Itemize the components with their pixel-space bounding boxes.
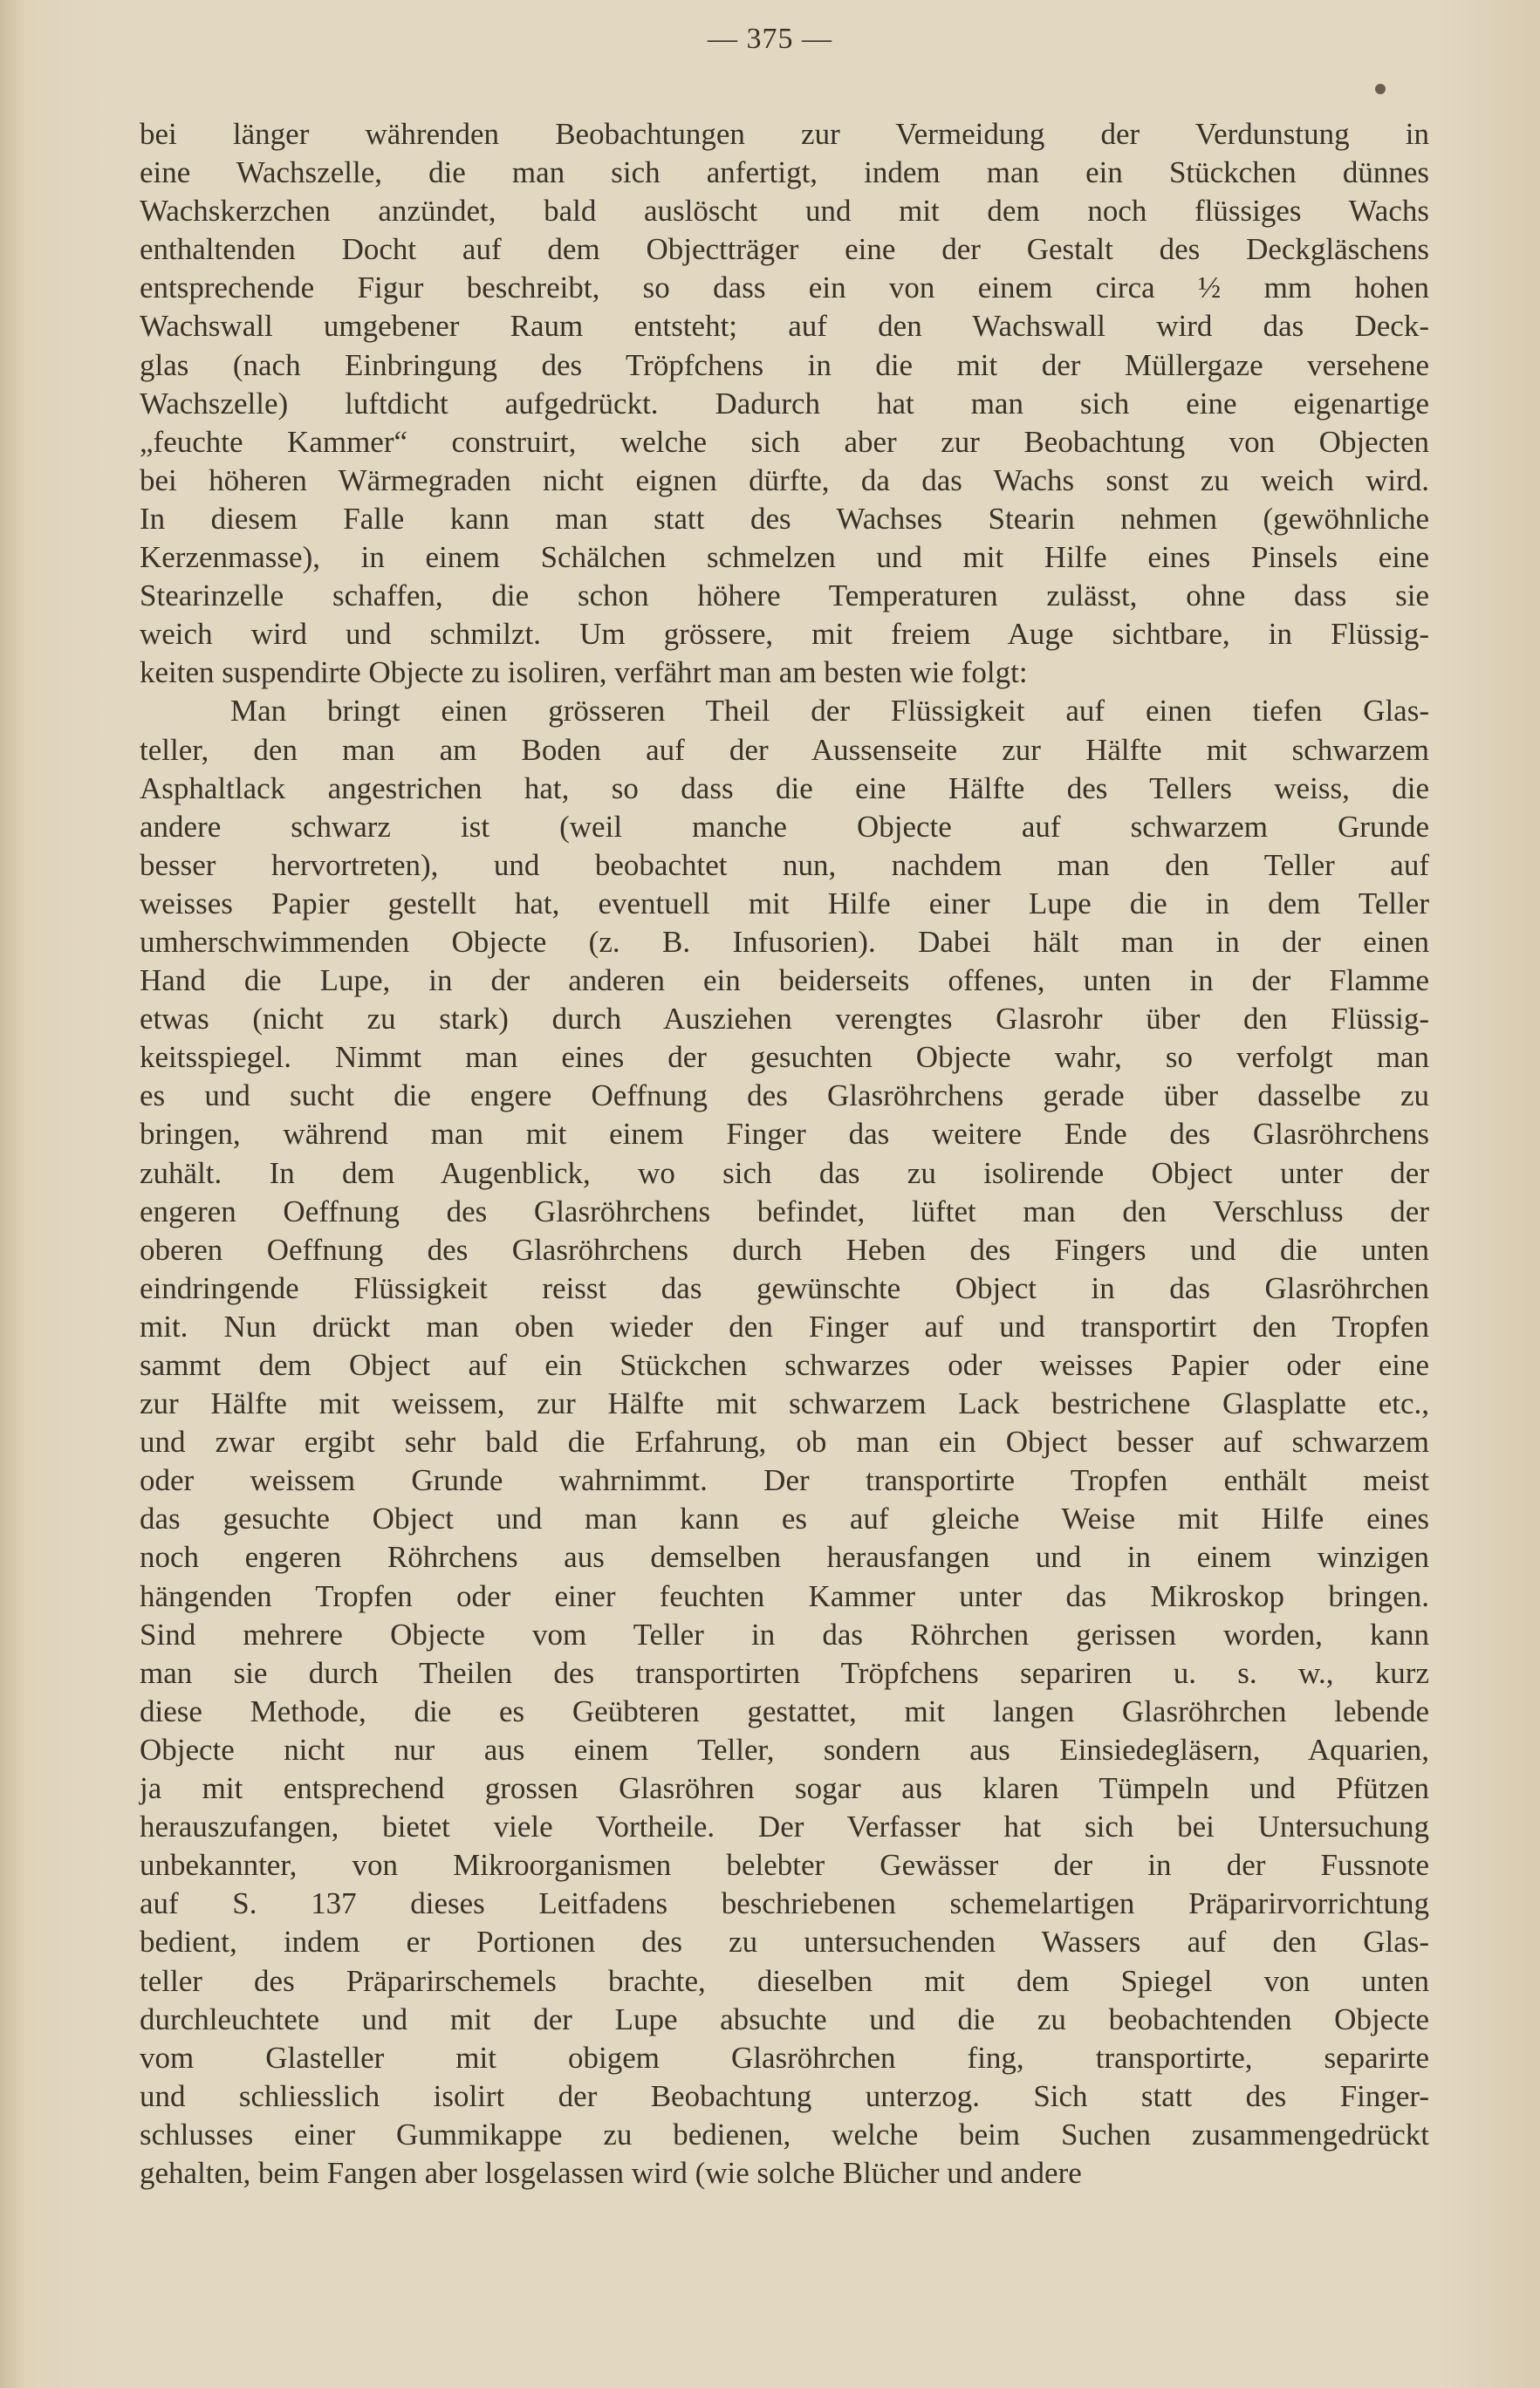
text-line: weich wird und schmilzt. Um grössere, mit freiem Auge sichtbare, in Flüssig- <box>140 617 1429 652</box>
text-line: Wachszelle) luftdicht aufgedrückt. Dadurch hat man sich eine eigenartige <box>140 386 1429 421</box>
text-line: diese Methode, die es Geübteren gestattet, mit langen Glasröhrchen lebende <box>140 1693 1429 1728</box>
text-line: Sind mehrere Objecte vom Teller in das Röhrchen gerissen worden, kann <box>140 1617 1429 1652</box>
text-line: zuhält. In dem Augenblick, wo sich das zu isolirende Object unter der <box>140 1155 1429 1190</box>
text-line: Asphaltlack angestrichen hat, so dass die eine Hälfte des Tellers weiss, die <box>140 770 1429 805</box>
text-line: sammt dem Object auf ein Stückchen schwarzes oder weisses Papier oder eine <box>140 1348 1429 1382</box>
text-line: und schliesslich isolirt der Beobachtung unterzog. Sich statt des Finger- <box>140 2078 1429 2113</box>
text-line: zur Hälfte mit weissem, zur Hälfte mit schwarzem Lack bestrichene Glasplatte etc., <box>140 1386 1429 1421</box>
text-line: durchleuchtete und mit der Lupe absuchte und die zu beobachtenden Objecte <box>140 2001 1429 2036</box>
text-line: keitsspiegel. Nimmt man eines der gesuchten Objecte wahr, so verfolgt man <box>140 1040 1429 1075</box>
text-line: gehalten, beim Fangen aber losgelassen wird (wie solche Blücher und andere <box>140 2155 1082 2190</box>
text-line: bedient, indem er Portionen des zu untersuchenden Wassers auf den Glas- <box>140 1925 1429 1960</box>
text-line: weisses Papier gestellt hat, eventuell mit Hilfe einer Lupe die in dem Teller <box>140 886 1429 920</box>
text-line: „feuchte Kammer“ construirt, welche sich aber zur Beobachtung von Objecten <box>140 424 1429 459</box>
text-line: bei länger währenden Beobachtungen zur Vermeidung der Verdunstung in <box>140 117 1429 151</box>
text-line: das gesuchte Object und man kann es auf gleiche Weise mit Hilfe eines <box>140 1502 1429 1536</box>
text-line: bringen, während man mit einem Finger das weitere Ende des Glasröhrchens <box>140 1117 1429 1152</box>
text-line: man sie durch Theilen des transportirten Tröpfchens separiren u. s. w., kurz <box>140 1655 1429 1690</box>
text-line: Man bringt einen grösseren Theil der Flüssigkeit auf einen tiefen Glas- <box>230 694 1429 729</box>
text-line: ja mit entsprechend grossen Glasröhren sogar aus klaren Tümpeln und Pfützen <box>140 1771 1429 1806</box>
text-line: enthaltenden Docht auf dem Objectträger eine der Gestalt des Deckgläschens <box>140 232 1429 267</box>
text-line: mit. Nun drückt man oben wieder den Finger auf und transportirt den Tropfen <box>140 1309 1429 1344</box>
body-text <box>140 115 1429 2193</box>
text-line: Wachskerzchen anzündet, bald auslöscht und mit dem noch flüssiges Wachs <box>140 194 1429 229</box>
text-line: eine Wachszelle, die man sich anfertigt, indem man ein Stückchen dünnes <box>140 155 1429 190</box>
text-line: Kerzenmasse), in einem Schälchen schmelzen und mit Hilfe eines Pinsels eine <box>140 540 1429 575</box>
text-line: teller des Präparirschemels brachte, dieselben mit dem Spiegel von unten <box>140 1963 1429 1998</box>
text-line: In diesem Falle kann man statt des Wachses Stearin nehmen (gewöhnliche <box>140 501 1429 536</box>
ink-spot <box>1375 84 1386 94</box>
text-line: oberen Oeffnung des Glasröhrchens durch Heben des Fingers und die unten <box>140 1232 1429 1267</box>
text-line: etwas (nicht zu stark) durch Ausziehen verengtes Glasrohr über den Flüssig- <box>140 1002 1429 1037</box>
text-line: es und sucht die engere Oeffnung des Glasröhrchens gerade über dasselbe zu <box>140 1078 1429 1113</box>
text-line: glas (nach Einbringung des Tröpfchens in die mit der Müllergaze versehene <box>140 347 1429 382</box>
text-line: entsprechende Figur beschreibt, so dass ein von einem circa ½ mm hohen <box>140 270 1429 305</box>
text-line: hängenden Tropfen oder einer feuchten Kammer unter das Mikroskop bringen. <box>140 1578 1429 1613</box>
text-line: engeren Oeffnung des Glasröhrchens befindet, lüftet man den Verschluss der <box>140 1194 1429 1228</box>
text-line: schlusses einer Gummikappe zu bedienen, welche beim Suchen zusammengedrückt <box>140 2117 1429 2152</box>
text-line: besser hervortreten), und beobachtet nun, nachdem man den Teller auf <box>140 847 1429 882</box>
text-line: andere schwarz ist (weil manche Objecte auf schwarzem Grunde <box>140 809 1429 844</box>
text-line: keiten suspendirte Objecte zu isoliren, verfährt man am besten wie folgt: <box>140 655 1028 690</box>
text-line: oder weissem Grunde wahrnimmt. Der transportirte Tropfen enthält meist <box>140 1463 1429 1498</box>
text-line: Wachswall umgebener Raum entsteht; auf den Wachswall wird das Deck- <box>140 309 1429 344</box>
page-number: — 375 — <box>708 23 832 55</box>
text-line: herauszufangen, bietet viele Vortheile. Der Verfasser hat sich bei Untersuchung <box>140 1810 1429 1844</box>
text-line: noch engeren Röhrchens aus demselben herausfangen und in einem winzigen <box>140 1540 1429 1575</box>
text-line: umherschwimmenden Objecte (z. B. Infusorien). Dabei hält man in der einen <box>140 924 1429 959</box>
text-line: Stearinzelle schaffen, die schon höhere Temperaturen zulässt, ohne dass sie <box>140 578 1429 613</box>
text-line: teller, den man am Boden auf der Aussenseite zur Hälfte mit schwarzem <box>140 732 1429 767</box>
text-line: bei höheren Wärmegraden nicht eignen dürfte, da das Wachs sonst zu weich wird. <box>140 462 1429 497</box>
text-line: auf S. 137 dieses Leitfadens beschriebenen schemelartigen Präparirvorrichtung <box>140 1886 1429 1921</box>
text-line: Objecte nicht nur aus einem Teller, sondern aus Einsiedegläsern, Aquarien, <box>140 1732 1429 1767</box>
text-line: eindringende Flüssigkeit reisst das gewünschte Object in das Glasröhrchen <box>140 1270 1429 1305</box>
text-line: unbekannter, von Mikroorganismen belebter Gewässer der in der Fussnote <box>140 1848 1429 1883</box>
text-line: Hand die Lupe, in der anderen ein beiderseits offenes, unten in der Flamme <box>140 963 1429 998</box>
text-line: und zwar ergibt sehr bald die Erfahrung, ob man ein Object besser auf schwarzem <box>140 1425 1429 1460</box>
text-line: vom Glasteller mit obigem Glasröhrchen fing, transportirte, separirte <box>140 2040 1429 2075</box>
